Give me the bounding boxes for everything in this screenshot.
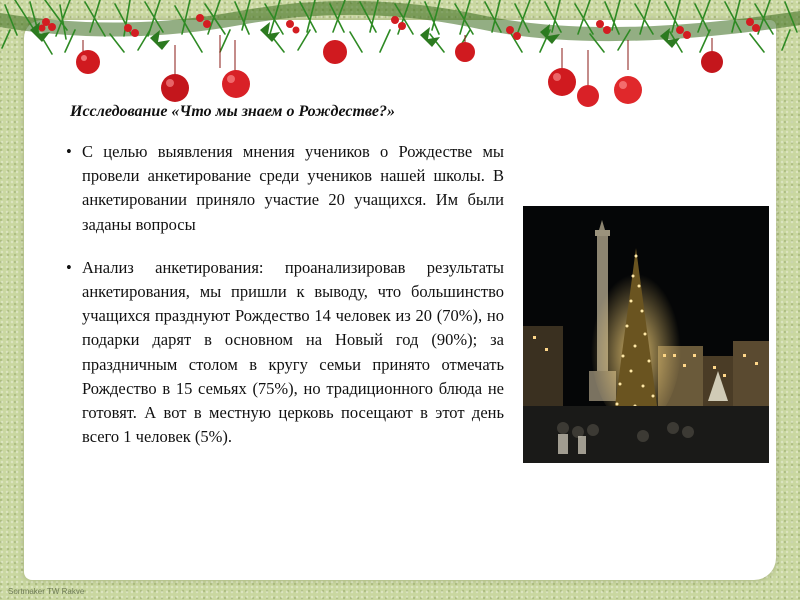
bullet-text: Анализ анкетирования: проанализировав результаты анкетирования, мы пришли к выводу, что большинство учащихся празднуют Рождество 14 человек из 20 (70%), но подарки дарят в основном на Новый год (90%); за праздничным столом в кругу семьи принято отмечать Рождество в 15 семьях (75%), но традиционного блюда не готовят. А вот в местную церковь посещают в этот день всего 1 человек (5%). [82, 257, 504, 447]
bauble-icon [222, 70, 250, 98]
bauble-icon [701, 51, 723, 73]
bauble-icon [577, 85, 599, 107]
bullet-item-survey [66, 140, 504, 237]
bauble-icon [76, 50, 100, 74]
bullet-icon: • [66, 257, 72, 277]
bauble-icon [323, 40, 347, 64]
watermark: Sortmaker TW Rakve [8, 587, 85, 596]
bauble-icon [548, 68, 576, 96]
bullet-text: С целью выявления мнения учеников о Рождестве мы провели анкетирование среди учеников нашей школы. В анкетировании приняло участие 20 учащихся. Им были заданы вопросы [82, 142, 504, 234]
bullet-list [66, 140, 504, 468]
christmas-tree-photo [523, 206, 769, 463]
bauble-icon [455, 42, 475, 62]
garland-decoration [0, 0, 800, 115]
bullet-icon: • [66, 142, 72, 161]
slide-title: Исследование «Что мы знаем о Рождестве?» [70, 103, 395, 120]
bauble-icon [614, 76, 642, 104]
bullet-item-analysis [66, 256, 504, 450]
bauble-icon [161, 74, 189, 102]
